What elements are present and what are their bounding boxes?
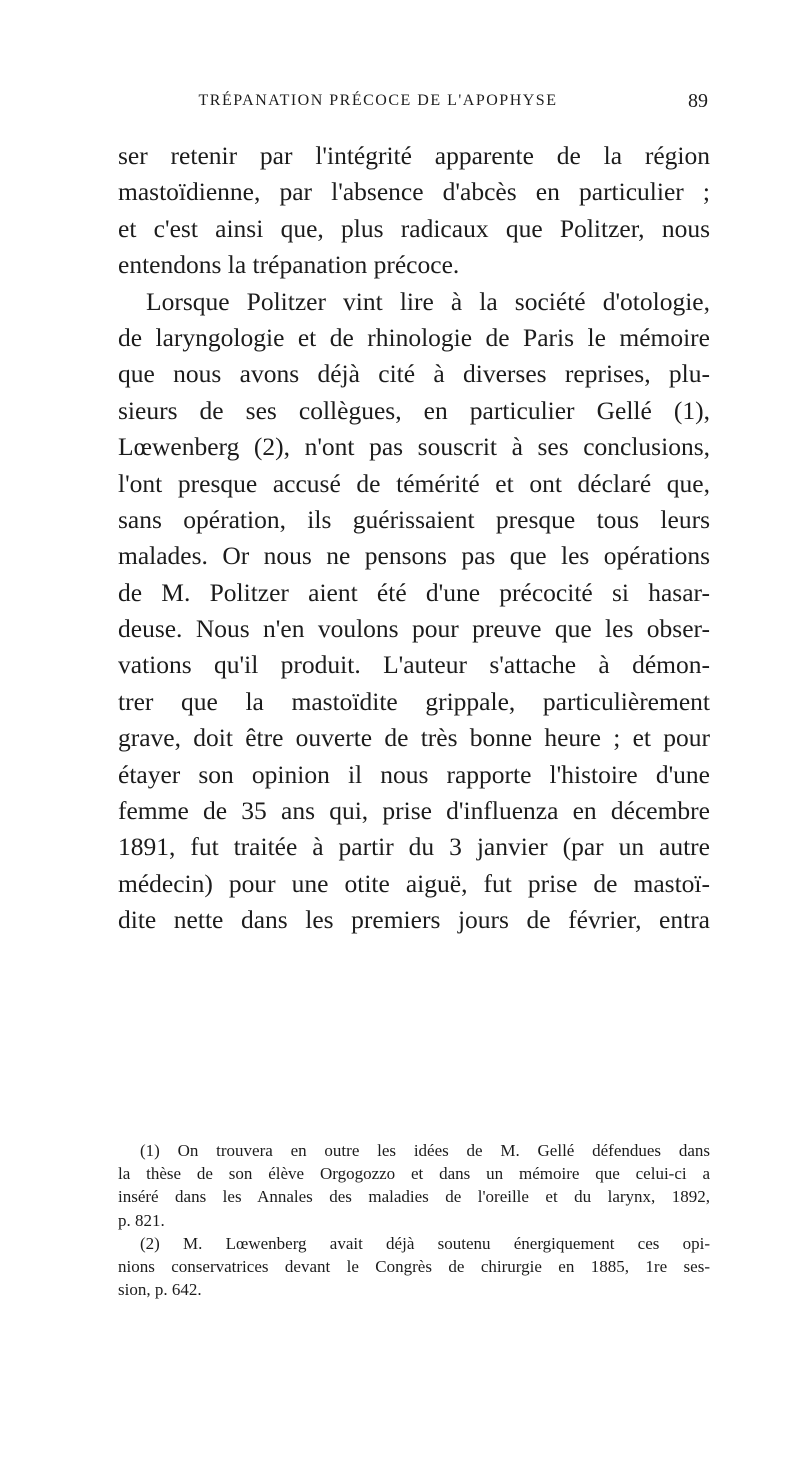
page-header bbox=[118, 92, 708, 122]
body-text bbox=[118, 138, 710, 939]
text-line: malades. Or nous ne pensons pas que les opérations bbox=[118, 541, 710, 571]
footnote-line: sion, p. 642. bbox=[118, 1280, 202, 1300]
footnote-line: la thèse de son élève Orgogozzo et dans un mémoire que celui-ci a bbox=[118, 1164, 710, 1184]
text-line: l'ont presque accusé de témérité et ont déclaré que, bbox=[118, 468, 710, 498]
text-line: sieurs de ses collègues, en particulier Gellé (1), bbox=[118, 395, 710, 425]
footnote-line: (2) M. Lœwenberg avait déjà soutenu énergiquement ces opi- bbox=[140, 1233, 710, 1253]
text-line: femme de 35 ans qui, prise d'influenza en décembre bbox=[118, 796, 710, 826]
text-line: deuse. Nous n'en voulons pour preuve que les obser- bbox=[118, 614, 710, 644]
text-line: de M. Politzer aient été d'une précocité si hasar- bbox=[118, 577, 710, 607]
text-line: médecin) pour une otite aiguë, fut prise de mastoï- bbox=[118, 868, 710, 898]
footnote-line: nions conservatrices devant le Congrès de chirurgie en 1885, 1re ses- bbox=[118, 1256, 710, 1276]
text-line: grave, doit être ouverte de très bonne heure ; et pour bbox=[118, 723, 710, 753]
footnote-line: p. 821. bbox=[118, 1210, 165, 1230]
text-line: 1891, fut traitée à partir du 3 janvier (par un autre bbox=[118, 832, 710, 862]
text-line: entendons la trépanation précoce. bbox=[118, 250, 460, 280]
page-number: 89 bbox=[688, 90, 708, 112]
text-line: Lœwenberg (2), n'ont pas souscrit à ses conclusions, bbox=[118, 432, 710, 462]
text-line: Lorsque Politzer vint lire à la société d'otologie, bbox=[146, 286, 710, 316]
text-line: mastoïdienne, par l'absence d'abcès en particulier ; bbox=[118, 177, 710, 207]
running-head: TRÉPANATION PRÉCOCE DE L'APOPHYSE bbox=[198, 92, 558, 109]
footnote-line: inséré dans les Annales des maladies de l'oreille et du larynx, 1892, bbox=[118, 1187, 710, 1207]
text-line: et c'est ainsi que, plus radicaux que Politzer, nous bbox=[118, 213, 710, 243]
footnotes bbox=[118, 1139, 710, 1301]
text-line: de laryngologie et de rhinologie de Paris le mémoire bbox=[118, 322, 710, 352]
text-line: sans opération, ils guérissaient presque tous leurs bbox=[118, 504, 710, 534]
text-line: que nous avons déjà cité à diverses reprises, plu- bbox=[118, 359, 710, 389]
text-line: étayer son opinion il nous rapporte l'histoire d'une bbox=[118, 759, 710, 789]
text-line: ser retenir par l'intégrité apparente de la région bbox=[118, 141, 710, 170]
text-line: vations qu'il produit. L'auteur s'attache à démon- bbox=[118, 650, 710, 680]
footnote-line: (1) On trouvera en outre les idées de M. Gellé défendues dans bbox=[140, 1141, 710, 1160]
text-line: trer que la mastoïdite grippale, particulièrement bbox=[118, 686, 710, 716]
text-line: dite nette dans les premiers jours de février, entra bbox=[118, 905, 710, 935]
